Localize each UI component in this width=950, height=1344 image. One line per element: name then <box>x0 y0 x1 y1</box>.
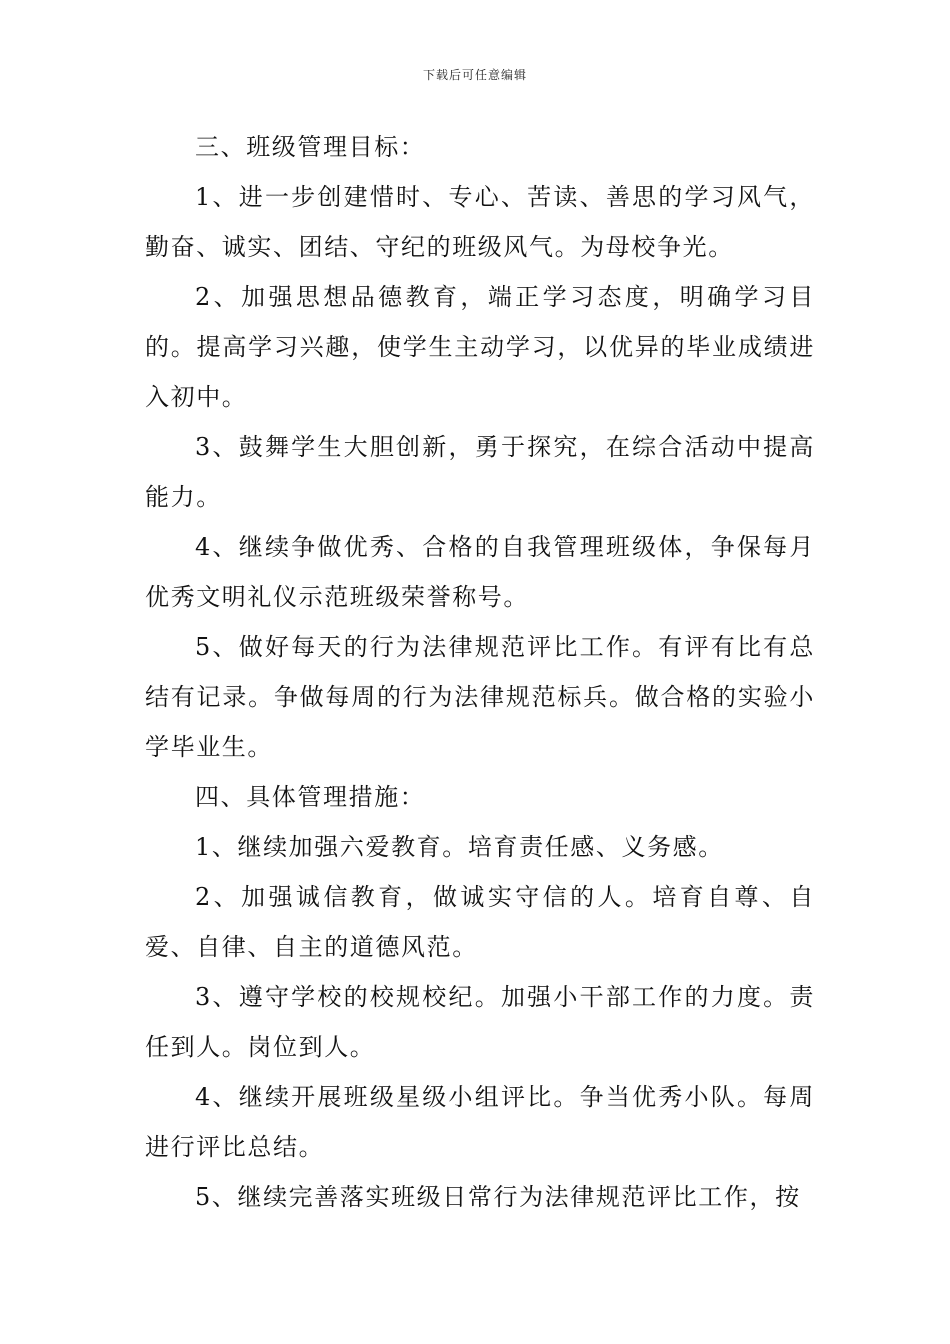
measure-item-2: 2、加强诚信教育，做诚实守信的人。培育自尊、自爱、自律、自主的道德风范。 <box>145 883 815 961</box>
section-heading-goals: 三、班级管理目标： <box>195 133 426 161</box>
goal-item-4: 4、继续争做优秀、合格的自我管理班级体，争保每月优秀文明礼仪示范班级荣誉称号。 <box>145 533 815 611</box>
page-header: 下载后可任意编辑 <box>422 68 527 82</box>
measure-item-4: 4、继续开展班级星级小组评比。争当优秀小队。每周进行评比总结。 <box>145 1083 815 1161</box>
measure-item-3: 3、遵守学校的校规校纪。加强小干部工作的力度。责任到人。岗位到人。 <box>145 983 815 1061</box>
measure-item-5: 5、继续完善落实班级日常行为法律规范评比工作，按 <box>195 1183 801 1211</box>
goal-item-3: 3、鼓舞学生大胆创新，勇于探究，在综合活动中提高能力。 <box>145 433 815 511</box>
measure-item-1: 1、继续加强六爱教育。培育责任感、义务感。 <box>195 833 724 861</box>
goal-item-2: 2、加强思想品德教育，端正学习态度，明确学习目的。提高学习兴趣，使学生主动学习，以优异的毕业成绩进入初中。 <box>145 283 815 411</box>
document-body <box>145 122 815 1222</box>
goal-item-1: 1、进一步创建惜时、专心、苦读、善思的学习风气，勤奋、诚实、团结、守纪的班级风气。为母校争光。 <box>145 183 815 261</box>
section-heading-measures: 四、具体管理措施： <box>195 783 426 811</box>
goal-item-5: 5、做好每天的行为法律规范评比工作。有评有比有总结有记录。争做每周的行为法律规范标兵。做合格的实验小学毕业生。 <box>145 633 815 761</box>
